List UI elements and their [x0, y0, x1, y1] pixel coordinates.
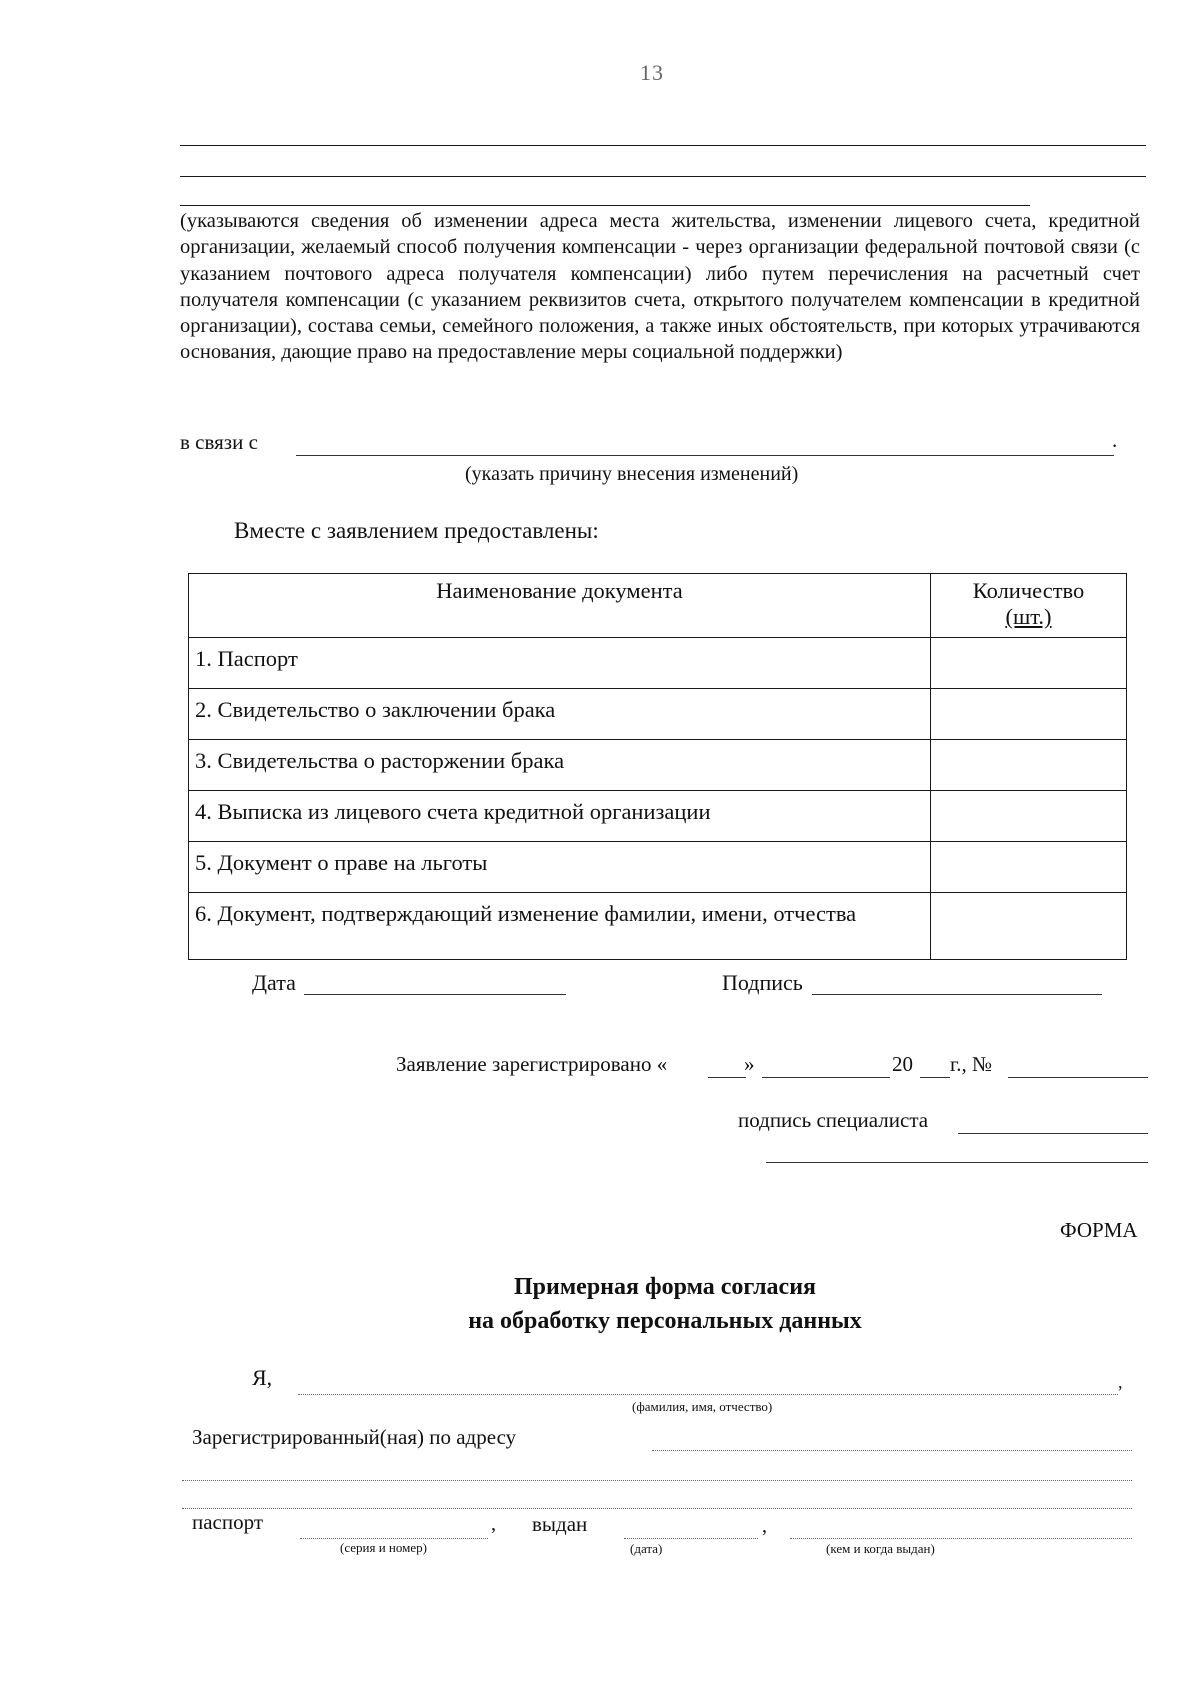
registration-year-line[interactable] [920, 1077, 950, 1078]
document-quantity-cell[interactable] [931, 638, 1127, 689]
issued-label: выдан [532, 1512, 588, 1536]
table-row [189, 740, 1127, 791]
header-document-name: Наименование документа [189, 574, 931, 638]
document-quantity-cell[interactable] [931, 893, 1127, 960]
signature-label: Подпись [722, 970, 803, 995]
consent-form-title-line-1: Примерная форма согласия [513, 1274, 817, 1300]
registration-year-prefix: 20 [892, 1052, 913, 1076]
table-row [189, 842, 1127, 893]
series-caption: (серия и номер) [340, 1540, 427, 1555]
reason-label: в связи с [180, 430, 258, 454]
i-label: Я, [252, 1365, 273, 1390]
document-name: 4. Выписка из лицевого счета кредитной организации [189, 791, 931, 842]
page-number: 13 [640, 60, 664, 85]
document-name: 3. Свидетельства о расторжении брака [189, 740, 931, 791]
registration-label: Заявление зарегистрировано « [396, 1052, 668, 1076]
header-quantity [931, 574, 1127, 638]
documents-table [188, 573, 1127, 960]
registration-day-line[interactable] [708, 1077, 746, 1078]
change-info-description: (указываются сведения об изменении адреса места жительства, изменении лицевого счета, кредитной организации, желаемый способ получения компенсации - через организации федеральной почтовой связи (с указанием почтового адреса получателя компенсации) либо путем перечисления на расчетный счет получателя компенсации (с указанием реквизитов счета, открытого получателем компенсации в кредитной организации), состава семьи, семейного положения, а также иных обстоятельств, при которых утрачиваются основания, дающие право на предоставление меры социальной поддержки) [180, 210, 1140, 364]
document-quantity-cell[interactable] [931, 689, 1127, 740]
fio-comma: , [1118, 1372, 1123, 1392]
registration-month-line[interactable] [762, 1077, 890, 1078]
header-quantity-label: Количество [972, 578, 1085, 603]
reason-end-dot: . [1112, 428, 1118, 452]
address-input-line-2[interactable] [182, 1480, 1132, 1481]
document-name: 2. Свидетельство о заключении брака [189, 689, 931, 740]
table-row [189, 689, 1127, 740]
change-info-line-2[interactable] [180, 176, 1146, 177]
document-quantity-cell[interactable] [931, 791, 1127, 842]
documents-table-header [189, 574, 1127, 638]
issued-by-caption: (кем и когда выдан) [826, 1541, 935, 1556]
issued-by-line[interactable] [790, 1538, 1132, 1539]
specialist-name-line[interactable] [766, 1162, 1148, 1163]
specialist-signature-label: подпись специалиста [738, 1108, 929, 1132]
address-input-line-1[interactable] [652, 1450, 1132, 1451]
document-name: 1. Паспорт [189, 638, 931, 689]
header-quantity-unit: (шт.) [1005, 604, 1052, 629]
fio-caption: (фамилия, имя, отчество) [632, 1399, 773, 1414]
document-quantity-cell[interactable] [931, 842, 1127, 893]
document-name: 5. Документ о праве на льготы [189, 842, 931, 893]
registered-address-label: Зарегистрированный(ная) по адресу [192, 1425, 517, 1449]
fio-input-line[interactable] [298, 1394, 1118, 1395]
change-info-line-3[interactable] [180, 205, 1030, 206]
address-input-line-3[interactable] [182, 1508, 1132, 1509]
registration-number-label: г., № [950, 1052, 993, 1076]
passport-label: паспорт [192, 1510, 264, 1534]
reason-caption: (указать причину внесения изменений) [465, 463, 799, 485]
document-quantity-cell[interactable] [931, 740, 1127, 791]
documents-intro: Вместе с заявлением предоставлены: [234, 518, 599, 543]
table-row [189, 638, 1127, 689]
date-label: Дата [252, 970, 296, 995]
reason-input-line[interactable] [296, 455, 1114, 456]
registration-number-line[interactable] [1008, 1077, 1148, 1078]
passport-series-line[interactable] [300, 1538, 488, 1539]
registration-quote-close: » [744, 1052, 755, 1076]
change-info-line-1[interactable] [180, 145, 1146, 146]
table-row [189, 893, 1127, 960]
form-label: ФОРМА [1060, 1218, 1138, 1242]
signature-input-line[interactable] [812, 994, 1102, 995]
specialist-signature-line[interactable] [958, 1133, 1148, 1134]
consent-form-title [0, 1270, 1200, 1338]
document-name: 6. Документ, подтверждающий изменение фамилии, имени, отчества [189, 893, 931, 960]
passport-comma: , [491, 1513, 496, 1535]
table-row [189, 791, 1127, 842]
issue-date-comma: , [762, 1515, 767, 1537]
date-caption: (дата) [630, 1541, 663, 1556]
date-input-line[interactable] [304, 994, 566, 995]
issue-date-line[interactable] [624, 1538, 758, 1539]
consent-form-title-line-2: на обработку персональных данных [468, 1308, 862, 1334]
